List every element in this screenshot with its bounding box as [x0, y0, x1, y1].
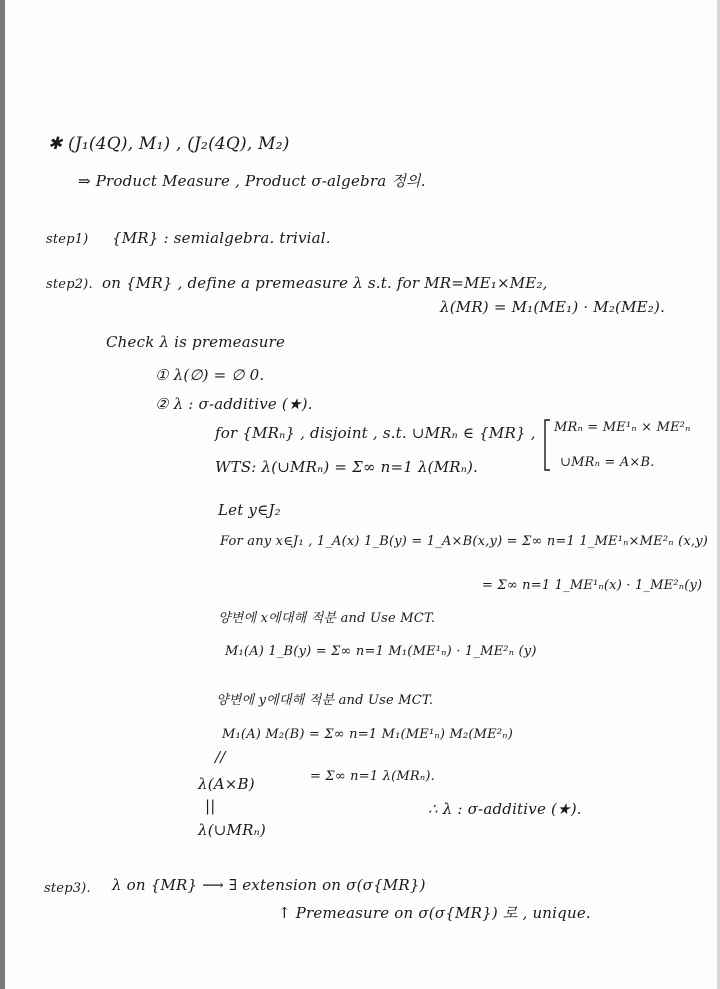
step2-text: on {MR} , define a premeasure λ s.t. for MR=ME₁×ME₂, — [102, 274, 548, 292]
parallel-mark: || — [205, 797, 216, 815]
wts-line: WTS: λ(∪MRₙ) = Σ∞ n=1 λ(MRₙ). — [215, 458, 479, 476]
brace-bottom: ∪MRₙ = A×B. — [560, 455, 655, 470]
result-y: M₁(A) M₂(B) = Σ∞ n=1 M₁(ME¹ₙ) M₂(ME²ₙ) — [222, 727, 514, 742]
eq-continuation: = Σ∞ n=1 1_ME¹ₙ(x) · 1_ME²ₙ(y) — [482, 578, 703, 593]
step1-label: step1) — [46, 232, 89, 247]
result-x: M₁(A) 1_B(y) = Σ∞ n=1 M₁(ME¹ₙ) · 1_ME²ₙ (y) — [225, 644, 537, 659]
lambda-union: λ(∪MRₙ) — [198, 821, 266, 839]
for-line: for {MRₙ} , disjoint , s.t. ∪MRₙ ∈ {MR} , — [215, 424, 536, 442]
title-line: ✱ (J₁(4Q), M₁) , (J₂(4Q), M₂) — [48, 134, 290, 154]
item-1: ① λ(∅) = ∅ 0. — [155, 366, 265, 384]
subtitle-line: ⇒ Product Measure , Product σ-algebra 정의. — [78, 172, 426, 190]
step3-sub: ↑ Premeasure on σ(σ{MR}) 로 , unique. — [278, 904, 591, 922]
page-left-edge — [0, 0, 5, 989]
slash-equal: // — [215, 748, 226, 766]
step1-text: {MR} : semialgebra. trivial. — [112, 229, 331, 247]
step3-label: step3). — [44, 881, 91, 896]
for-any-line: For any x∈J₁ , 1_A(x) 1_B(y) = 1_A×B(x,y) = Σ∞ n=1 1_ME¹ₙ×ME²ₙ (x,y) — [220, 534, 709, 549]
integrate-x: 양변에 x에대해 적분 and Use MCT. — [218, 611, 436, 626]
brace-mark — [540, 418, 554, 472]
let-y-line: Let y∈J₂ — [218, 501, 281, 519]
lambda-axb: λ(A×B) — [198, 775, 255, 793]
conclusion: ∴ λ : σ-additive (★). — [428, 800, 582, 818]
eq-lambda: = Σ∞ n=1 λ(MRₙ). — [310, 769, 435, 784]
item-2: ② λ : σ-additive (★). — [155, 395, 313, 413]
integrate-y: 양변에 y에대해 적분 and Use MCT. — [216, 693, 434, 708]
step3-text: λ on {MR} ⟶ ∃ extension on σ(σ{MR}) — [112, 876, 426, 894]
step2-formula: λ(MR) = M₁(ME₁) · M₂(ME₂). — [440, 298, 666, 316]
brace-top: MRₙ = ME¹ₙ × ME²ₙ — [554, 420, 691, 435]
check-line: Check λ is premeasure — [106, 333, 286, 351]
step2-label: step2). — [46, 277, 93, 292]
